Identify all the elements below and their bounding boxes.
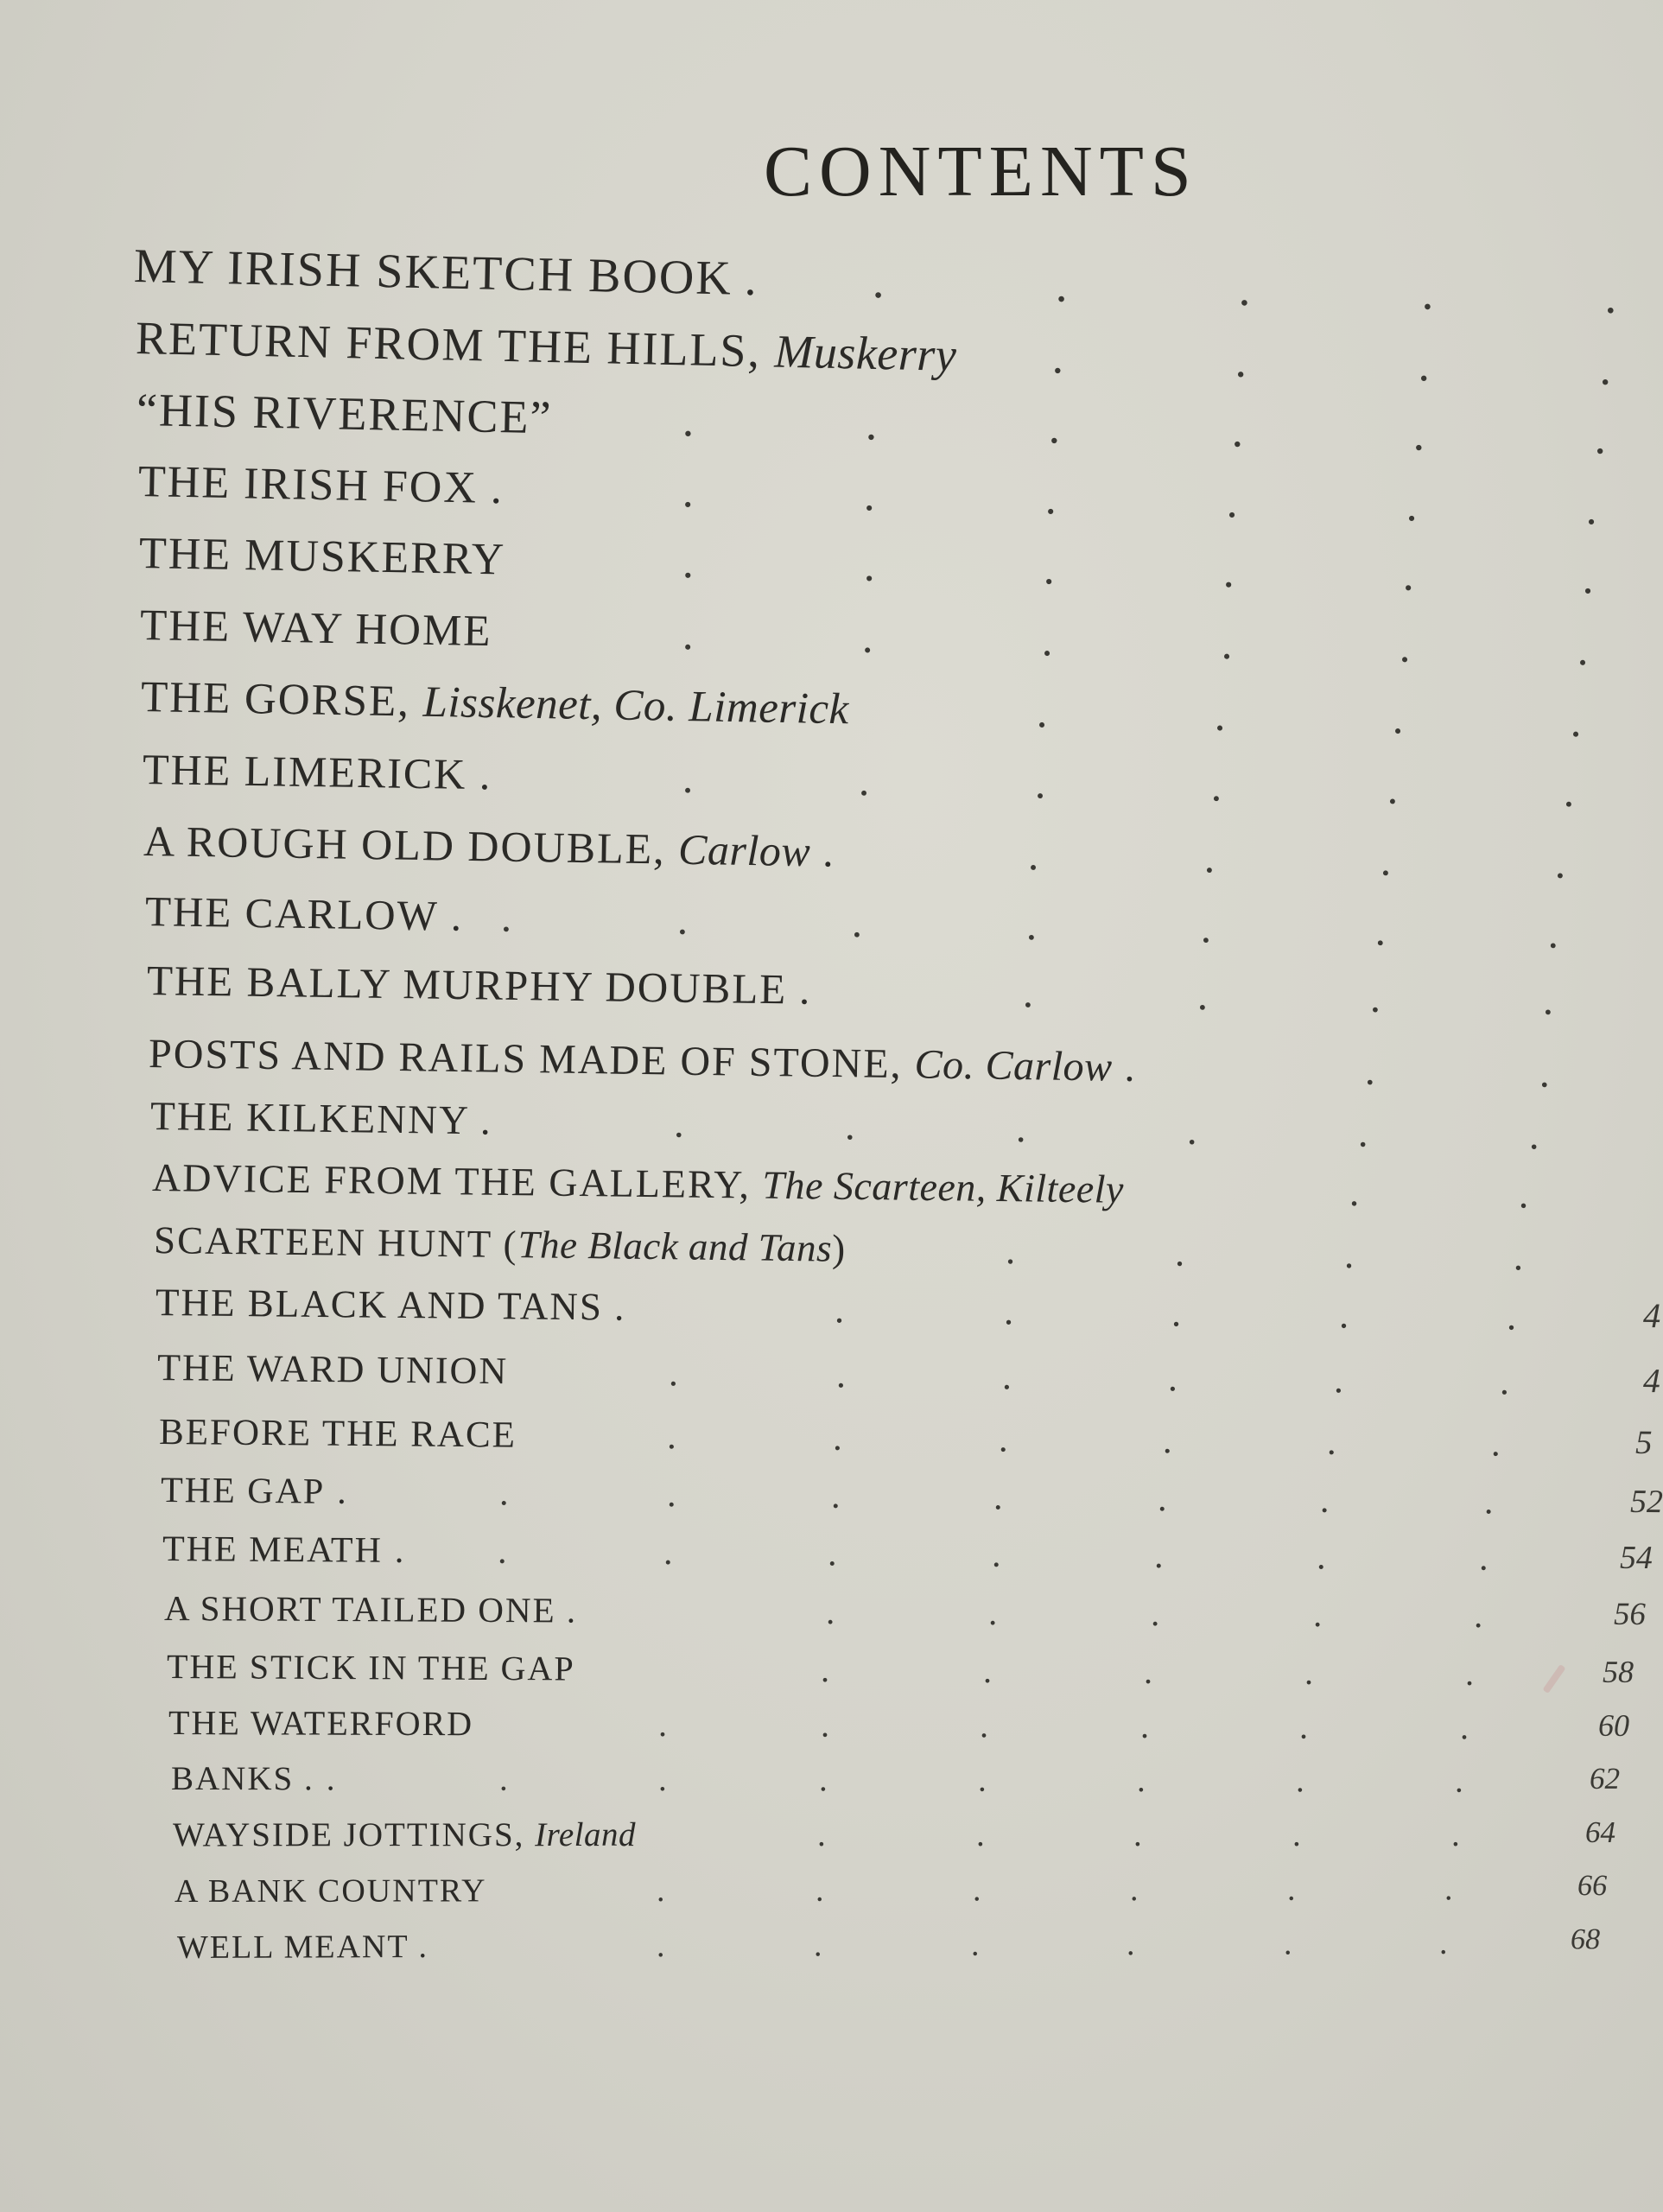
entry-title-text: THE BLACK AND TANS .	[155, 1281, 626, 1329]
leader-dot: .	[1153, 1535, 1164, 1576]
leader-dot: .	[827, 1533, 837, 1573]
entry-title-text: ADVICE FROM THE GALLERY,	[151, 1154, 763, 1207]
leader-dot: .	[498, 1760, 508, 1798]
leader-dot: .	[1333, 1358, 1344, 1402]
leader-dot: .	[1048, 400, 1061, 454]
contents-entry	[0, 1701, 1659, 1768]
leader-dot: .	[1200, 904, 1212, 952]
leader-dot: .	[1174, 1230, 1185, 1274]
entry-subtitle: The Black and Tans	[517, 1223, 833, 1270]
entry-title-period: .	[1124, 1044, 1138, 1090]
entry-title-period: .	[798, 965, 812, 1014]
entry-title-text: A SHORT TAILED ONE .	[163, 1588, 578, 1630]
leader-dot: .	[1528, 1113, 1540, 1159]
entry-subtitle: Co. Carlow	[914, 1041, 1114, 1090]
entry-title	[164, 1587, 577, 1631]
leader-dot: .	[976, 1815, 985, 1853]
leader-dot: .	[1438, 1924, 1448, 1961]
entry-subtitle: Muskerry	[773, 324, 957, 381]
entry-title-text: “HIS RIVERENCE”	[136, 383, 554, 443]
leader-dot: .	[1043, 544, 1056, 594]
leader-dot: .	[682, 753, 694, 802]
leader-dot: .	[872, 254, 885, 309]
leader-dot: .	[676, 895, 689, 944]
entry-page-number: 52	[1629, 1483, 1663, 1520]
entry-page-number: 4	[1642, 1362, 1661, 1401]
leader-dot: .	[1444, 1870, 1453, 1907]
leader-dot: .	[1025, 901, 1038, 950]
contents-entry	[0, 1344, 1659, 1421]
entry-title-text: THE IRISH FOX .	[137, 457, 505, 514]
leader-dot: .	[1387, 764, 1399, 813]
leader-dot: .	[1518, 1171, 1529, 1216]
leader-dot: .	[1226, 478, 1239, 528]
entry-title-text: THE WARD UNION	[156, 1346, 509, 1393]
entry-page-number: 5	[1634, 1424, 1653, 1461]
contents-entry	[0, 1815, 1659, 1876]
leader-dot: .	[844, 1103, 856, 1149]
entry-title-text: SCARTEEN HUNT (	[153, 1218, 518, 1267]
leader-dot: .	[1454, 1762, 1463, 1800]
leader-dot: .	[1364, 1047, 1376, 1094]
leader-dot: .	[1304, 1652, 1314, 1692]
leader-dot: .	[1582, 554, 1595, 604]
leader-dot: .	[1338, 1293, 1349, 1337]
leader-dot: .	[998, 1419, 1009, 1460]
leader-dot: .	[1298, 1707, 1309, 1746]
entry-title	[140, 601, 492, 657]
entry-title	[154, 1217, 847, 1271]
entry-title	[149, 1030, 1137, 1091]
leader-dot: .	[1316, 1536, 1326, 1577]
leader-dot: .	[1585, 485, 1598, 535]
leader-dot: .	[668, 1351, 679, 1395]
leader-dot: .	[1286, 1871, 1296, 1908]
leader-dot: .	[1563, 766, 1575, 816]
entry-title	[145, 887, 464, 941]
leader-dot: .	[1044, 474, 1057, 524]
leader-dot: .	[1214, 691, 1227, 741]
leader-dot: .	[1295, 1762, 1304, 1800]
leader-dot: .	[991, 1535, 1001, 1575]
leader-dot: .	[1157, 1478, 1167, 1519]
leader-dot: .	[1231, 404, 1244, 457]
entry-page-number: 60	[1597, 1707, 1630, 1743]
contents-entry	[0, 813, 1659, 899]
leader-dot: .	[656, 1872, 665, 1909]
leader-dot: .	[656, 1927, 665, 1964]
leader-dot: .	[666, 1474, 676, 1515]
leader-dot: .	[1577, 626, 1590, 676]
entry-title-text: A BANK COUNTRY	[174, 1872, 487, 1910]
page-title: CONTENTS	[764, 131, 1198, 212]
leader-dot: .	[813, 1926, 822, 1963]
entry-page-number: 66	[1577, 1869, 1608, 1902]
entry-page-number: 68	[1570, 1923, 1601, 1955]
leader-dot: .	[1542, 976, 1554, 1024]
leader-dot: .	[1343, 1233, 1355, 1277]
entry-title-text: WAYSIDE JOTTINGS,	[173, 1815, 536, 1853]
leader-dot: .	[865, 397, 878, 449]
leader-dot: .	[863, 541, 876, 591]
entry-title-text: THE LIMERICK .	[142, 744, 492, 798]
entry-title	[139, 528, 506, 585]
leader-dot: .	[835, 1353, 847, 1396]
leader-dot: .	[1034, 758, 1046, 807]
leader-dot: .	[851, 899, 863, 947]
leader-dot: .	[1150, 1593, 1160, 1634]
leader-dot: .	[1402, 550, 1415, 601]
entry-title	[141, 672, 850, 734]
leader-dot: .	[1570, 697, 1583, 747]
entry-subtitle: Lisskenet, Co. Limerick	[422, 677, 850, 734]
leader-dot: .	[1167, 1357, 1178, 1400]
entry-title-close: )	[831, 1226, 847, 1271]
leader-dot: .	[1143, 1651, 1153, 1691]
leader-dot: .	[1506, 1294, 1517, 1338]
leader-dot: .	[1349, 1169, 1360, 1214]
leader-dot: .	[1412, 407, 1425, 461]
leader-dot: .	[825, 1592, 835, 1632]
entry-title-text: A ROUGH OLD DOUBLE,	[143, 816, 679, 874]
leader-dot: .	[1451, 1815, 1460, 1853]
leader-dot: .	[1171, 1291, 1182, 1335]
leader-dot: .	[682, 467, 695, 518]
entry-page-number: 62	[1589, 1761, 1621, 1796]
leader-dot: .	[818, 1761, 828, 1799]
entry-title	[162, 1529, 406, 1572]
leader-dot: .	[820, 1649, 830, 1690]
leader-dot: .	[1406, 481, 1419, 531]
leader-dot: .	[1380, 835, 1392, 885]
entry-page-number: 64	[1585, 1815, 1616, 1849]
leader-dot: .	[977, 1761, 987, 1799]
entry-title-text: BEFORE THE RACE	[158, 1411, 517, 1456]
leader-dot: .	[970, 1926, 980, 1963]
leader-dot: .	[1003, 1289, 1014, 1333]
leader-dot: .	[673, 1101, 685, 1147]
leader-dot: .	[1126, 1925, 1135, 1962]
entry-title-text: THE WATERFORD	[168, 1703, 474, 1744]
entry-title	[156, 1280, 626, 1330]
entry-title	[159, 1411, 517, 1457]
entry-page-number: 54	[1619, 1539, 1653, 1576]
leader-dot: .	[1041, 616, 1054, 666]
leader-dot: .	[682, 537, 695, 588]
contents-entry	[0, 1586, 1659, 1656]
leader-dot: .	[1292, 1815, 1301, 1853]
entry-subtitle: The Scarteen, Kilteely	[762, 1162, 1125, 1211]
leader-dot: .	[863, 471, 876, 521]
entry-title-period: .	[326, 1760, 337, 1798]
leader-dot: .	[1162, 1420, 1173, 1461]
entry-title-period: .	[394, 1530, 406, 1571]
entry-title-text: MY IRISH SKETCH BOOK	[133, 239, 733, 306]
leader-dot: .	[1222, 547, 1235, 598]
leader-dot: .	[1027, 830, 1039, 879]
leader-dot: .	[972, 1871, 981, 1908]
leader-dot: .	[666, 1415, 677, 1457]
leader-dot: .	[982, 1650, 993, 1691]
leader-dot: .	[663, 1532, 673, 1573]
leader-dot: .	[1186, 1108, 1198, 1154]
entry-title	[157, 1345, 509, 1393]
entry-title-text: THE KILKENNY .	[149, 1093, 493, 1144]
entry-title	[167, 1646, 575, 1688]
entry-title-text: BANKS .	[170, 1759, 314, 1798]
leader-dot: .	[1051, 330, 1064, 383]
entry-title-text: THE GORSE,	[140, 672, 424, 727]
entry-title	[161, 1470, 348, 1513]
leader-dot: .	[1139, 1706, 1150, 1745]
entry-title-text: THE STICK IN THE GAP	[166, 1647, 575, 1688]
entry-title	[143, 816, 836, 877]
entry-title	[133, 238, 759, 307]
leader-dot: .	[1399, 623, 1412, 672]
entry-title-period: .	[744, 251, 759, 307]
entry-title	[147, 956, 812, 1014]
leader-dot: .	[1015, 1105, 1027, 1151]
leader-dot: .	[1464, 1653, 1475, 1693]
leader-dot: .	[817, 1815, 826, 1853]
leader-dot: .	[1604, 270, 1618, 324]
leader-dot: .	[1473, 1595, 1483, 1636]
leader-dot: .	[861, 613, 874, 663]
leader-dot: .	[1421, 266, 1435, 321]
leader-dot: .	[657, 1760, 667, 1798]
leader-dot: .	[1357, 1110, 1369, 1156]
entry-title	[135, 311, 957, 382]
leader-dot: .	[1513, 1235, 1524, 1279]
leader-dot: .	[1238, 262, 1252, 317]
entry-title	[177, 1927, 428, 1966]
leader-dot: .	[1369, 974, 1381, 1022]
entry-title	[138, 456, 505, 514]
leader-dot: .	[500, 893, 512, 941]
leader-dot: .	[682, 393, 695, 446]
leader-dot: .	[1319, 1480, 1330, 1521]
leader-dot: .	[1203, 832, 1216, 881]
leader-dot: .	[987, 1592, 998, 1633]
leader-dot: .	[1539, 1050, 1551, 1096]
leader-dot: .	[1136, 1761, 1146, 1799]
leader-dot: .	[979, 1706, 989, 1745]
entry-subtitle: Carlow	[677, 824, 811, 875]
entry-title-text: THE MEATH	[162, 1529, 384, 1571]
leader-dot: .	[1374, 906, 1387, 955]
leader-dot: .	[1001, 1355, 1012, 1398]
entry-title-text: THE MUSKERRY	[138, 529, 506, 585]
leader-dot: .	[1459, 1707, 1469, 1747]
entry-title-text: THE CARLOW	[144, 887, 440, 940]
entry-title-text: POSTS AND RAILS MADE OF STONE,	[148, 1031, 915, 1088]
leader-dot: .	[1005, 1229, 1016, 1273]
leader-dot: .	[1483, 1481, 1494, 1522]
entry-page-number: 4	[1642, 1296, 1661, 1336]
entry-title	[168, 1702, 473, 1744]
entry-title-text: RETURN FROM THE HILLS,	[135, 311, 776, 377]
entry-page-number: 56	[1613, 1596, 1647, 1632]
leader-dot: .	[815, 1872, 824, 1909]
leader-dot: .	[830, 1476, 841, 1516]
entry-title-period: .	[337, 1471, 348, 1512]
leader-dot: .	[820, 1705, 830, 1745]
leader-dot: .	[1599, 342, 1612, 395]
leader-dot: .	[1022, 969, 1034, 1017]
leader-dot: .	[1210, 760, 1222, 810]
entry-title-text: THE GAP	[160, 1470, 326, 1512]
leader-dot: .	[1547, 909, 1559, 957]
entry-title	[175, 1872, 487, 1910]
leader-dot: .	[1133, 1815, 1142, 1853]
entry-subtitle: Ireland	[535, 1815, 637, 1853]
entry-title-text: THE BALLY MURPHY DOUBLE	[146, 957, 788, 1014]
leader-dot: .	[657, 1704, 668, 1745]
entry-title	[173, 1815, 636, 1854]
leader-dot: .	[1392, 695, 1405, 744]
leader-dot: .	[1283, 1924, 1292, 1962]
leader-dot: .	[1036, 688, 1049, 738]
leader-dot: .	[834, 1287, 845, 1332]
contents-entry	[0, 1923, 1659, 1990]
entry-title-text: WELL MEANT .	[176, 1928, 429, 1966]
leader-dot: .	[1312, 1594, 1323, 1635]
leader-dot: .	[1129, 1871, 1139, 1908]
leader-dot: .	[858, 755, 870, 804]
leader-dot: .	[1221, 620, 1234, 669]
leader-dot: .	[1235, 334, 1247, 387]
leader-dot: .	[1594, 410, 1607, 464]
entry-title-period: .	[450, 892, 464, 941]
contents-entry	[0, 1758, 1659, 1821]
leader-dot: .	[832, 1417, 843, 1459]
entry-title	[143, 744, 492, 799]
entry-title	[136, 383, 553, 444]
leader-dot: .	[1499, 1360, 1510, 1403]
leader-dot: .	[497, 1531, 507, 1572]
entry-title-period: .	[822, 826, 836, 876]
leader-dot: .	[1418, 338, 1431, 391]
leader-dot: .	[1478, 1538, 1488, 1579]
leader-dot: .	[1055, 258, 1069, 313]
leader-dot: .	[993, 1477, 1003, 1518]
leader-dot: .	[1326, 1421, 1336, 1463]
contents-entry	[0, 1870, 1659, 1933]
leader-dot: .	[1490, 1423, 1501, 1465]
leader-dot: .	[498, 1472, 509, 1514]
leader-dot: .	[682, 610, 695, 659]
entry-page-number: 58	[1602, 1654, 1634, 1689]
leader-dot: .	[1196, 971, 1209, 1020]
entry-title	[150, 1093, 492, 1145]
leader-dot: .	[1554, 838, 1566, 887]
entry-title-text: THE WAY HOME	[139, 601, 492, 656]
entry-title	[171, 1759, 337, 1798]
